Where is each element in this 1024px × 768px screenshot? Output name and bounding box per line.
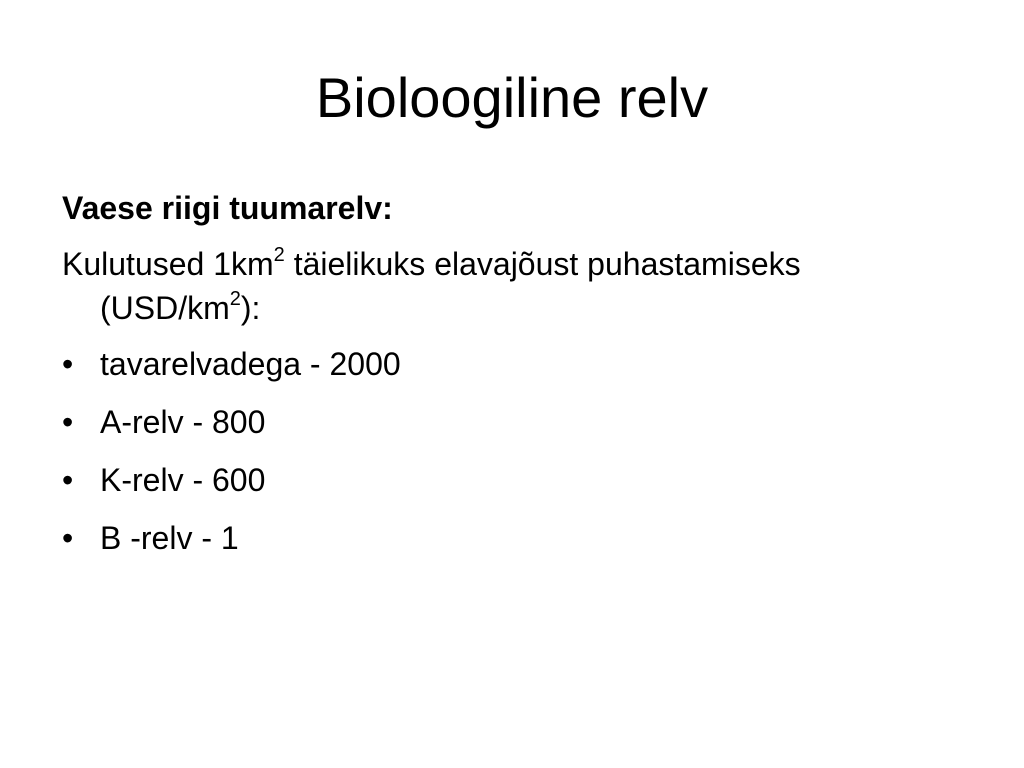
list-item (62, 516, 962, 560)
bullet-icon: • (62, 404, 74, 440)
cost-text-part3: ): (240, 290, 261, 326)
bullet-list (62, 342, 962, 560)
list-item-text: A-relv - 800 (100, 404, 266, 440)
cost-description (62, 242, 962, 330)
list-item-text: K-relv - 600 (100, 462, 266, 498)
cost-text-part2: täielikuks elavajõust puhastamiseks (USD/km (100, 246, 801, 326)
list-item (62, 400, 962, 444)
bullet-icon: • (62, 520, 74, 556)
bullet-icon: • (62, 462, 74, 498)
cost-text-part1: Kulutused 1km (62, 246, 274, 282)
superscript-2: 2 (229, 288, 241, 311)
subheading: Vaese riigi tuumarelv: (62, 190, 393, 226)
list-item-text: B -relv - 1 (100, 520, 239, 556)
list-item (62, 342, 962, 386)
bullet-icon: • (62, 346, 74, 382)
slide-body (62, 186, 962, 574)
list-item (62, 458, 962, 502)
superscript-2: 2 (273, 244, 285, 267)
slide-title: Bioloogiline relv (315, 66, 709, 129)
list-item-text: tavarelvadega - 2000 (100, 346, 401, 382)
